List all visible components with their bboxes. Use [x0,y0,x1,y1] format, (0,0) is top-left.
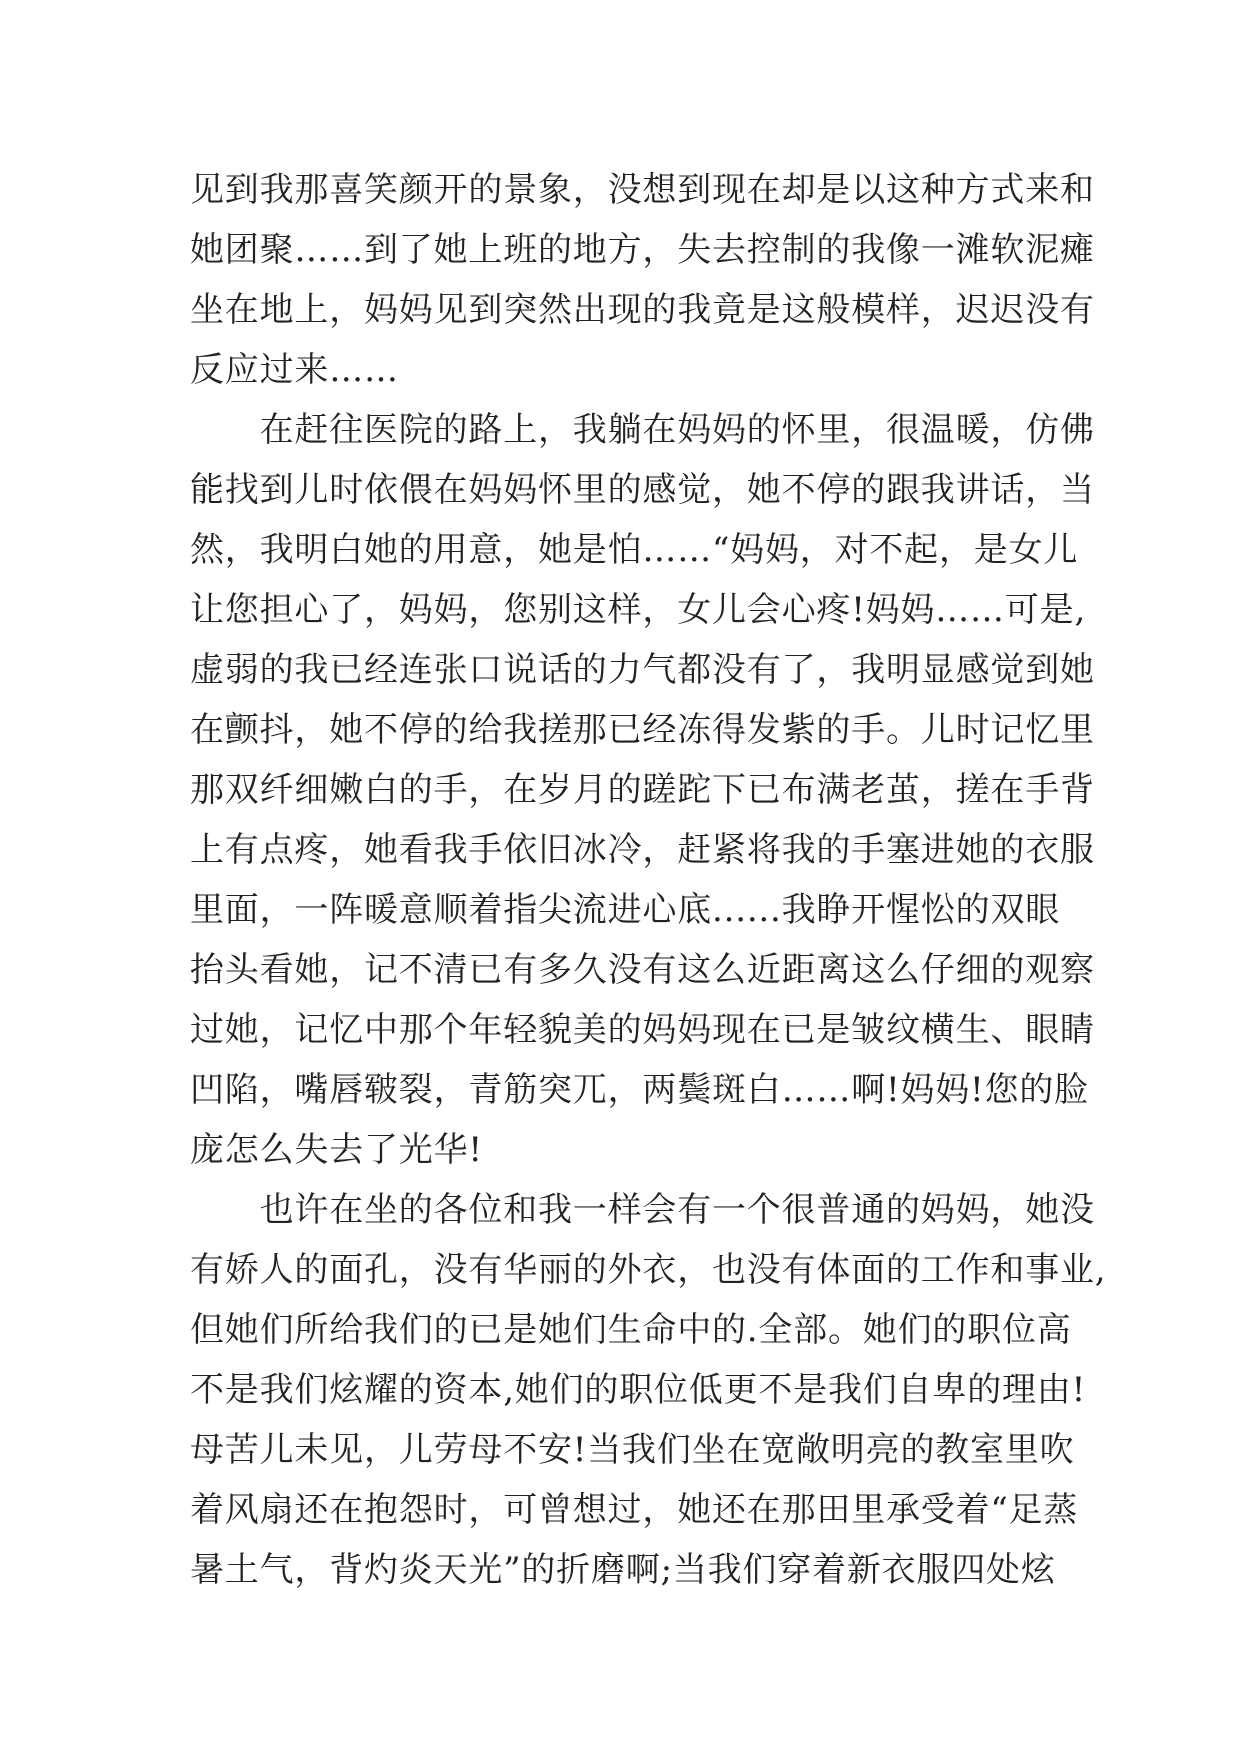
text-line: 然，我明白她的用意，她是怕……“妈妈，对不起，是女儿 [190,530,1079,570]
document-body [190,160,1107,1600]
text-line: 在赶往医院的路上，我躺在妈妈的怀里，很温暖，仿佛 [190,410,1095,450]
text-line: 能找到儿时依偎在妈妈怀里的感觉，她不停的跟我讲话，当 [190,470,1095,510]
text-line: 凹陷，嘴唇皲裂，青筋突兀，两鬓斑白……啊!妈妈!您的脸 [190,1070,1089,1110]
text-line: 坐在地上，妈妈见到突然出现的我竟是这般模样，迟迟没有 [190,290,1095,330]
text-line: 有娇人的面孔，没有华丽的外衣，也没有体面的工作和事业, [190,1250,1107,1290]
text-line: 上有点疼，她看我手依旧冰冷，赶紧将我的手塞进她的衣服 [190,830,1095,870]
text-line: 在颤抖，她不停的给我搓那已经冻得发紫的手。儿时记忆里 [190,710,1095,750]
text-line: 暑土气，背灼炎天光”的折磨啊;当我们穿着新衣服四处炫 [190,1550,1056,1590]
text-line: 也许在坐的各位和我一样会有一个很普通的妈妈，她没 [190,1190,1095,1230]
text-line: 着风扇还在抱怨时，可曾想过，她还在那田里承受着“足蒸 [190,1490,1079,1530]
text-line: 她团聚……到了她上班的地方，失去控制的我像一滩软泥瘫 [190,230,1095,270]
text-line: 虚弱的我已经连张口说话的力气都没有了，我明显感觉到她 [190,650,1095,690]
text-line: 抬头看她，记不清已有多久没有这么近距离这么仔细的观察 [190,950,1095,990]
text-line: 反应过来…… [190,350,399,390]
text-line: 让您担心了，妈妈，您别这样，女儿会心疼!妈妈……可是, [190,590,1087,630]
text-line: 那双纤细嫩白的手，在岁月的蹉跎下已布满老茧，搓在手背 [190,770,1095,810]
text-line: 过她，记忆中那个年轻貌美的妈妈现在已是皱纹横生、眼睛 [190,1010,1095,1050]
text-line: 庞怎么失去了光华! [190,1130,483,1170]
text-line: 不是我们炫耀的资本,她们的职位低更不是我们自卑的理由! [190,1370,1087,1410]
text-line: 里面，一阵暖意顺着指尖流进心底......我睁开惺忪的双眼 [190,890,1061,930]
text-line: 见到我那喜笑颜开的景象，没想到现在却是以这种方式来和 [190,170,1095,210]
text-line: 但她们所给我们的已是她们生命中的.全部。她们的职位高 [190,1310,1072,1350]
text-line: 母苦儿未见，儿劳母不安!当我们坐在宽敞明亮的教室里吹 [190,1430,1075,1470]
